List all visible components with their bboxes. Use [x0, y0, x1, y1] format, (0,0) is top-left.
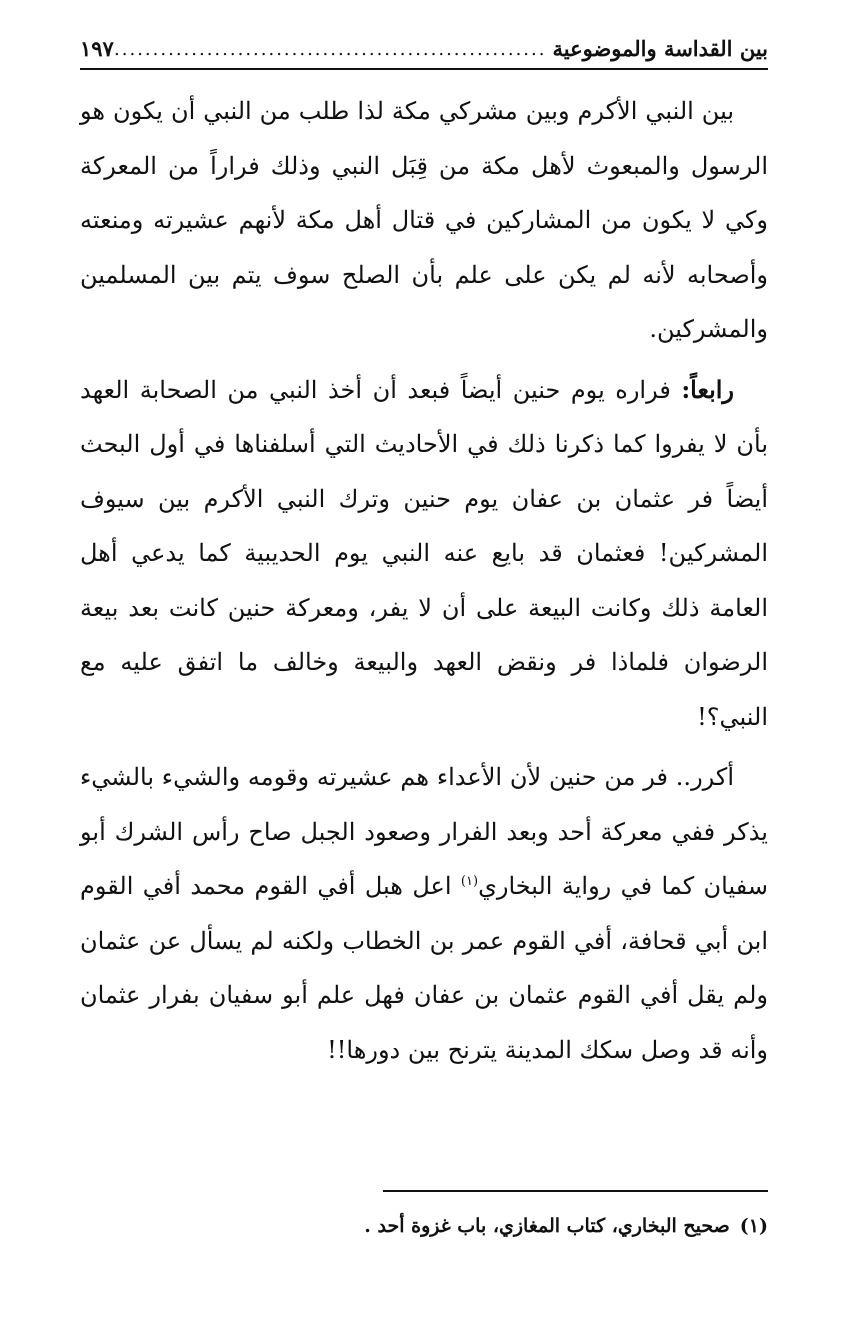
footnote — [268, 1212, 768, 1240]
paragraph-text: اعل هبل أفي القوم محمد أفي القوم ابن أبي قحافة، أفي القوم عمر بن الخطاب ولكنه لم يسأل عن عثمان ولم يقل أفي القوم عثمان بن عفان فهل علم أبو سفيان بفرار عثمان وأنه قد وصل سكك المدينة يترنح بين دورها!! — [80, 872, 768, 1064]
main-text — [80, 84, 768, 1077]
running-header — [80, 28, 768, 70]
footnote-number: (١) — [739, 1215, 768, 1237]
paragraph-text: فراره يوم حنين أيضاً فبعد أن أخذ النبي من الصحابة العهد بأن لا يفروا كما ذكرنا ذلك في الأحاديث التي أسلفناها في أول البحث أيضاً فر عثمان بن عفان يوم حنين وترك النبي الأكرم بين سيوف المشركين! فعثمان قد بايع عنه النبي يوم الحديبية كما يدعي أهل العامة ذلك وكانت البيعة على أن لا يفر، ومعركة حنين كانت بعد بيعة الرضوان فلماذا فر ونقض العهد والبيعة وخالف ما اتفق عليه مع النبي؟! — [80, 375, 768, 731]
paragraph — [80, 363, 768, 745]
paragraph-text: بين النبي الأكرم وبين مشركي مكة لذا طلب من النبي أن يكون هو الرسول والمبعوث لأهل مكة من قِبَل النبي وذلك فراراً من المعركة وكي لا يكون من المشاركين في قتال أهل مكة لأنهم عشيرته ومنعته وأصحابه لأنه لم يكن على علم بأن الصلح سوف يتم بين المسلمين والمشركين. — [80, 97, 768, 343]
footnote-text: صحيح البخاري، كتاب المغازي، باب غزوة أحد . — [364, 1215, 730, 1237]
paragraph-text: أكرر.. فر من حنين لأن الأعداء هم عشيرته وقومه والشيء بالشيء يذكر ففي معركة أحد وبعد الفرار وصعود الجبل صاح رأس الشرك أبو سفيان كما في رواية البخاري — [80, 763, 768, 900]
header-title: بين القداسة والموضوعية — [552, 36, 768, 61]
paragraph — [80, 750, 768, 1077]
footnote-divider — [383, 1190, 768, 1192]
header-leader-dots: ........................................................ — [114, 41, 547, 60]
page-number: ١٩٧ — [80, 36, 114, 61]
footnote-reference[interactable]: (١) — [460, 874, 479, 889]
paragraph — [80, 84, 768, 357]
paragraph-lead: رابعاً: — [681, 374, 734, 404]
